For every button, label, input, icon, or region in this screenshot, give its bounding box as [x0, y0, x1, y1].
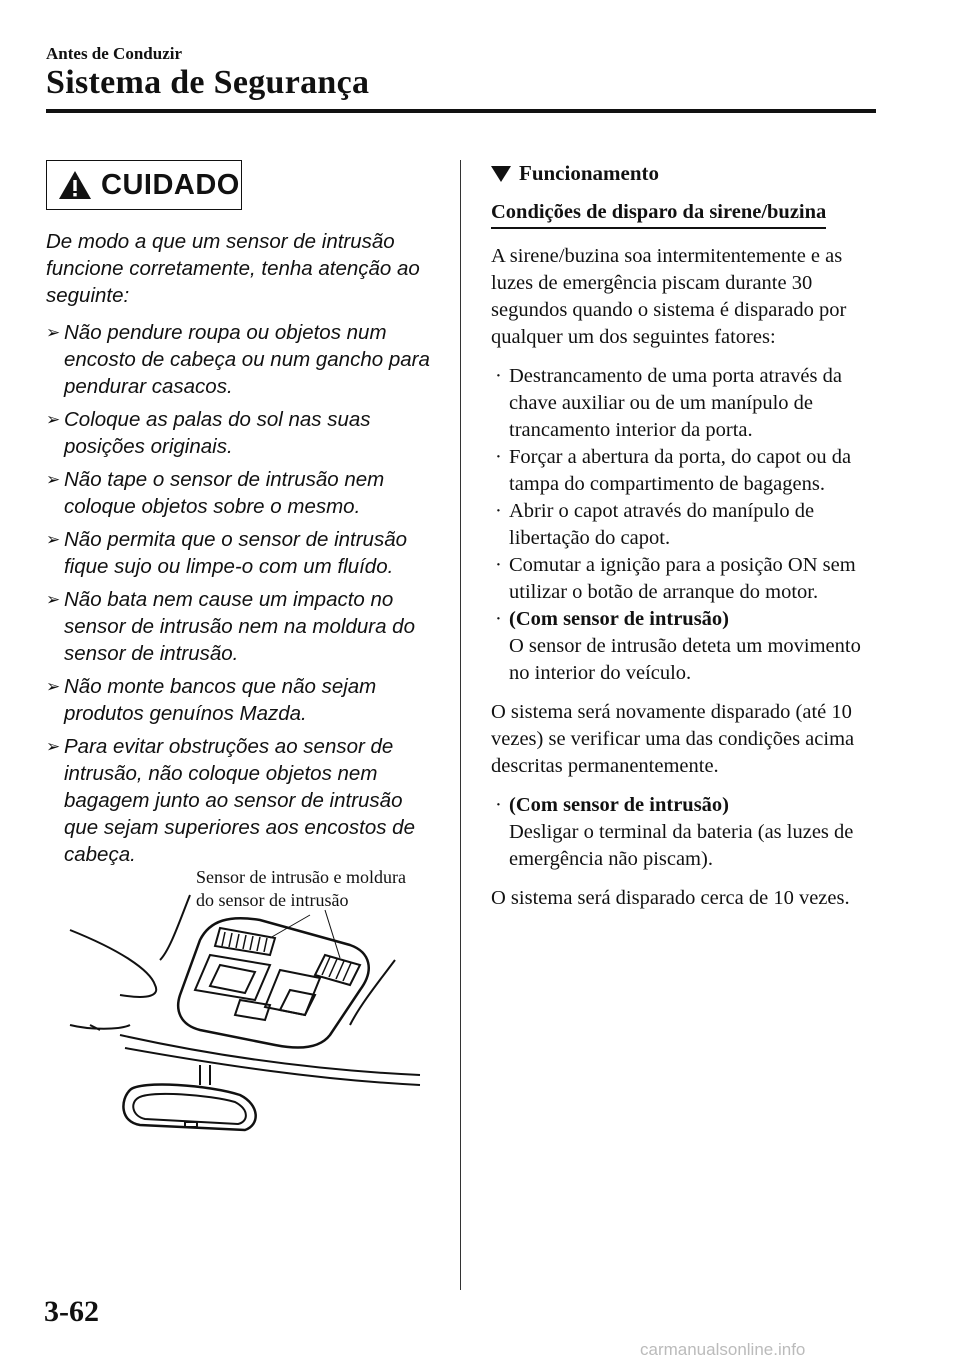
list-item: · Abrir o capot através do manípulo de libertação do capot. [495, 500, 815, 549]
column-divider [460, 160, 461, 1290]
section-heading: Funcionamento [491, 160, 886, 187]
caution-content [46, 228, 436, 874]
page-title: Sistema de Segurança [46, 64, 370, 101]
page-number: 3-62 [44, 1295, 99, 1328]
caution-item: ➢ Coloque as palas do sol nas suas posições originais. [46, 408, 371, 458]
intro-paragraph: A sirene/buzina soa intermitentemente e as luzes de emergência piscam durante 30 segundos quando o sistema é disparado por qualquer um dos seguintes fatores: [491, 245, 847, 348]
caution-item: ➢ Não tape o sensor de intrusão nem coloque objetos sobre o mesmo. [46, 468, 385, 518]
arrow-icon: ➢ [46, 410, 61, 429]
arrow-icon: ➢ [46, 530, 61, 549]
list-item: · Comutar a ignição para a posição ON sem utilizar o botão de arranque do motor. [495, 554, 856, 603]
arrow-icon: ➢ [46, 590, 61, 609]
caution-box [46, 160, 242, 210]
caution-item: ➢ Para evitar obstruções ao sensor de intrusão, não coloque objetos nem bagagem junto ao sensor de intrusão que sejam superiores aos encostos de cabeça. [46, 735, 415, 866]
caution-item: ➢ Não bata nem cause um impacto no sensor de intrusão nem na moldura do sensor de intrusão. [46, 588, 415, 665]
final-paragraph: O sistema será disparado cerca de 10 vezes. [491, 887, 850, 909]
figure-caption: Sensor de intrusão e moldura do sensor de intrusão [196, 867, 406, 910]
arrow-icon: ➢ [46, 737, 61, 756]
repeat-paragraph: O sistema será novamente disparado (até 10 vezes) se verificar uma das condições acima descritas permanentemente. [491, 701, 855, 777]
list-item: · (Com sensor de intrusão) O sensor de intrusão deteta um movimento no interior do veículo. [495, 608, 861, 684]
caution-label: CUIDADO [101, 168, 240, 201]
section-label: Antes de Conduzir [46, 44, 183, 63]
trigger-list [491, 363, 886, 687]
watermark: carmanualsonline.info [640, 1340, 806, 1359]
title-divider [46, 109, 876, 113]
list-item: · (Com sensor de intrusão) Desligar o terminal da bateria (as luzes de emergência não piscam). [495, 794, 854, 870]
arrow-icon: ➢ [46, 677, 61, 696]
warning-icon [57, 169, 93, 201]
caution-item: ➢ Não monte bancos que não sejam produtos genuínos Mazda. [46, 675, 377, 725]
list-item: · Destrancamento de uma porta através da chave auxiliar ou de um manípulo de trancamento interior da porta. [495, 365, 842, 441]
list-item: · Forçar a abertura da porta, do capot ou da tampa do compartimento de bagagens. [495, 446, 852, 495]
caution-item: ➢ Não pendure roupa ou objetos num encosto de cabeça ou num gancho para pendurar casacos. [46, 321, 430, 398]
triangle-down-icon [491, 166, 511, 182]
operation-content [491, 160, 886, 924]
subheading: Condições de disparo da sirene/buzina [491, 199, 826, 229]
battery-list [491, 792, 886, 873]
caution-item: ➢ Não permita que o sensor de intrusão ﬁque sujo ou limpe-o com um ﬂuído. [46, 528, 408, 578]
caution-intro: De modo a que um sensor de intrusão funcione corretamente, tenha atenção ao seguinte: [46, 230, 420, 307]
caution-list [46, 319, 436, 868]
arrow-icon: ➢ [46, 470, 61, 489]
arrow-icon: ➢ [46, 323, 61, 342]
intrusion-sensor-illustration [60, 860, 430, 1160]
